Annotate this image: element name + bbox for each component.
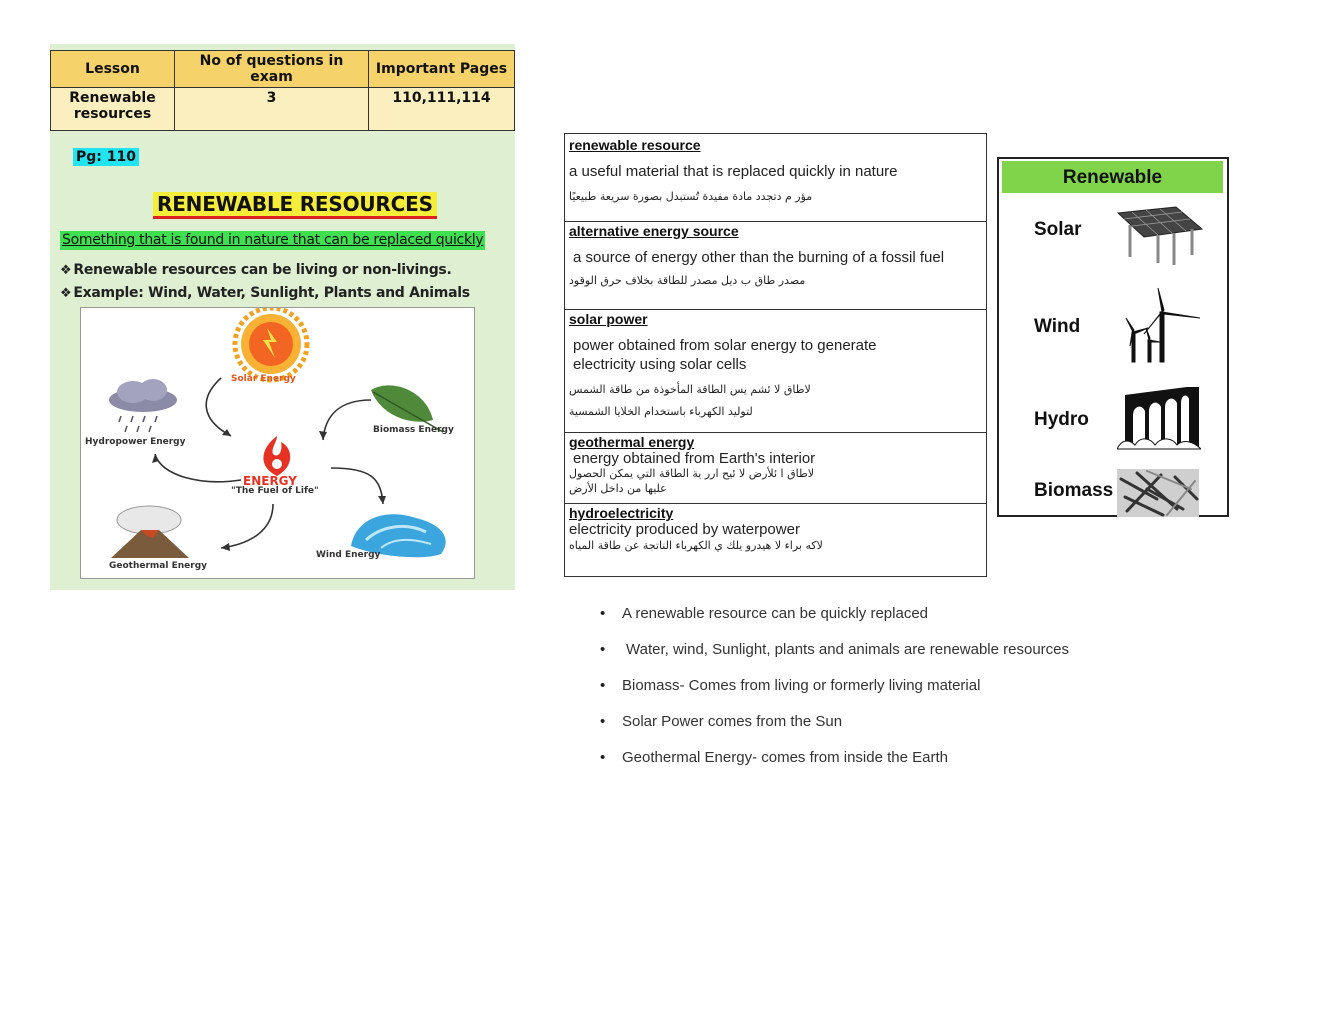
vocab-row bbox=[565, 433, 986, 504]
list-item: • Biomass- Comes from living or formerly living material bbox=[600, 675, 1069, 711]
vocab-arabic-definition: لتوليد الكهرباء باستخدام الخلايا الشمسية bbox=[569, 405, 753, 418]
vocab-term: renewable resource bbox=[569, 137, 701, 153]
vocab-english-definition: electricity produced by waterpower bbox=[569, 521, 800, 538]
hydro-label: Hydro bbox=[1034, 409, 1089, 430]
sun-icon bbox=[235, 308, 307, 380]
header-lesson: Lesson bbox=[51, 51, 175, 88]
solar-panel-icon bbox=[1114, 205, 1206, 267]
cell-questions: 3 bbox=[175, 88, 369, 131]
wind-turbine-icon bbox=[1122, 286, 1204, 364]
vocab-arabic-definition: لاطاق ا ئلأرض لا ئيح ارر ية الطاقة التي يمكن الحصول bbox=[569, 467, 814, 480]
vocab-arabic-definition: لاطاق لا ئشم يس الطاقة المأخوذة من طاقة الشمس bbox=[569, 383, 811, 396]
cell-lesson: Renewable resources bbox=[51, 88, 175, 131]
header-questions: No of questions in exam bbox=[175, 51, 369, 88]
wind-energy-label: Wind Energy bbox=[316, 550, 381, 560]
page-title: RENEWABLE RESOURCES bbox=[153, 192, 437, 219]
vocab-english-definition: a useful material that is replaced quickly in nature bbox=[569, 163, 898, 180]
vocabulary-table bbox=[564, 133, 987, 577]
vocab-term: geothermal energy bbox=[569, 434, 695, 450]
biomass-energy-label: Biomass Energy bbox=[373, 425, 454, 435]
renewable-box-title: Renewable bbox=[1002, 161, 1223, 193]
vocab-english-definition: power obtained from solar energy to generate electricity using solar cells bbox=[573, 337, 877, 373]
energy-cycle-diagram bbox=[80, 307, 475, 579]
left-bullet-item: ❖ Renewable resources can be living or non-livings. bbox=[60, 262, 452, 278]
wind-label: Wind bbox=[1034, 316, 1081, 337]
cell-pages: 110,111,114 bbox=[369, 88, 515, 131]
biomass-wood-icon bbox=[1117, 469, 1199, 517]
vocab-term: hydroelectricity bbox=[569, 505, 674, 521]
vocab-row bbox=[565, 134, 986, 222]
vocab-row bbox=[565, 310, 986, 433]
solar-energy-label: Solar Energy bbox=[231, 374, 296, 384]
vocab-term: solar power bbox=[569, 311, 648, 327]
biomass-label: Biomass bbox=[1034, 480, 1114, 501]
solar-label: Solar bbox=[1034, 219, 1082, 240]
energy-center-subtitle: "The Fuel of Life" bbox=[231, 486, 319, 496]
list-item: • Geothermal Energy- comes from inside the Earth bbox=[600, 747, 1069, 783]
list-item: • Water, wind, Sunlight, plants and animals are renewable resources bbox=[600, 639, 1069, 675]
lesson-summary-panel bbox=[50, 44, 515, 590]
diamond-bullet-icon: ❖ bbox=[60, 263, 72, 278]
renewable-types-box bbox=[997, 157, 1229, 517]
definition-highlight: Something that is found in nature that can be replaced quickly bbox=[62, 232, 484, 248]
vocab-english-definition: energy obtained from Earth's interior bbox=[573, 450, 816, 467]
vocab-arabic-definition: مؤر م دتجدد مادة مفيدة تُستبدل بصورة سريعة طبيعيًا bbox=[569, 190, 813, 203]
vocab-arabic-definition: لاكه براء لا هيدرو يلك ي الكهرباء الناتجة عن طاقة المياه bbox=[569, 539, 823, 552]
diamond-bullet-icon: ❖ bbox=[60, 286, 72, 301]
page-badge: Pg: 110 bbox=[73, 148, 139, 166]
vocab-arabic-definition: عليها من داخل الأرض bbox=[569, 482, 667, 495]
vocab-row bbox=[565, 222, 986, 310]
rain-cloud-icon bbox=[109, 379, 177, 432]
energy-center-title: ENERGY bbox=[243, 474, 297, 488]
volcano-icon bbox=[111, 506, 189, 558]
vocab-term: alternative energy source bbox=[569, 223, 739, 239]
geothermal-energy-label: Geothermal Energy bbox=[109, 561, 208, 571]
vocab-arabic-definition: مصدر طاق ب ديل مصدر للطاقة بخلاف حرق الوقود bbox=[569, 274, 806, 287]
list-item: • A renewable resource can be quickly replaced bbox=[600, 603, 1069, 639]
flame-icon bbox=[263, 436, 290, 476]
hydro-dam-icon bbox=[1117, 385, 1201, 451]
hydropower-energy-label: Hydropower Energy bbox=[85, 437, 186, 447]
vocab-english-definition: a source of energy other than the burning of a fossil fuel bbox=[573, 249, 945, 266]
list-item: • Solar Power comes from the Sun bbox=[600, 711, 1069, 747]
header-pages: Important Pages bbox=[369, 51, 515, 88]
left-bullet-item: ❖ Example: Wind, Water, Sunlight, Plants and Animals bbox=[60, 285, 470, 301]
vocab-row bbox=[565, 504, 986, 576]
lesson-table bbox=[50, 50, 515, 131]
facts-bullet-list bbox=[600, 603, 1069, 783]
